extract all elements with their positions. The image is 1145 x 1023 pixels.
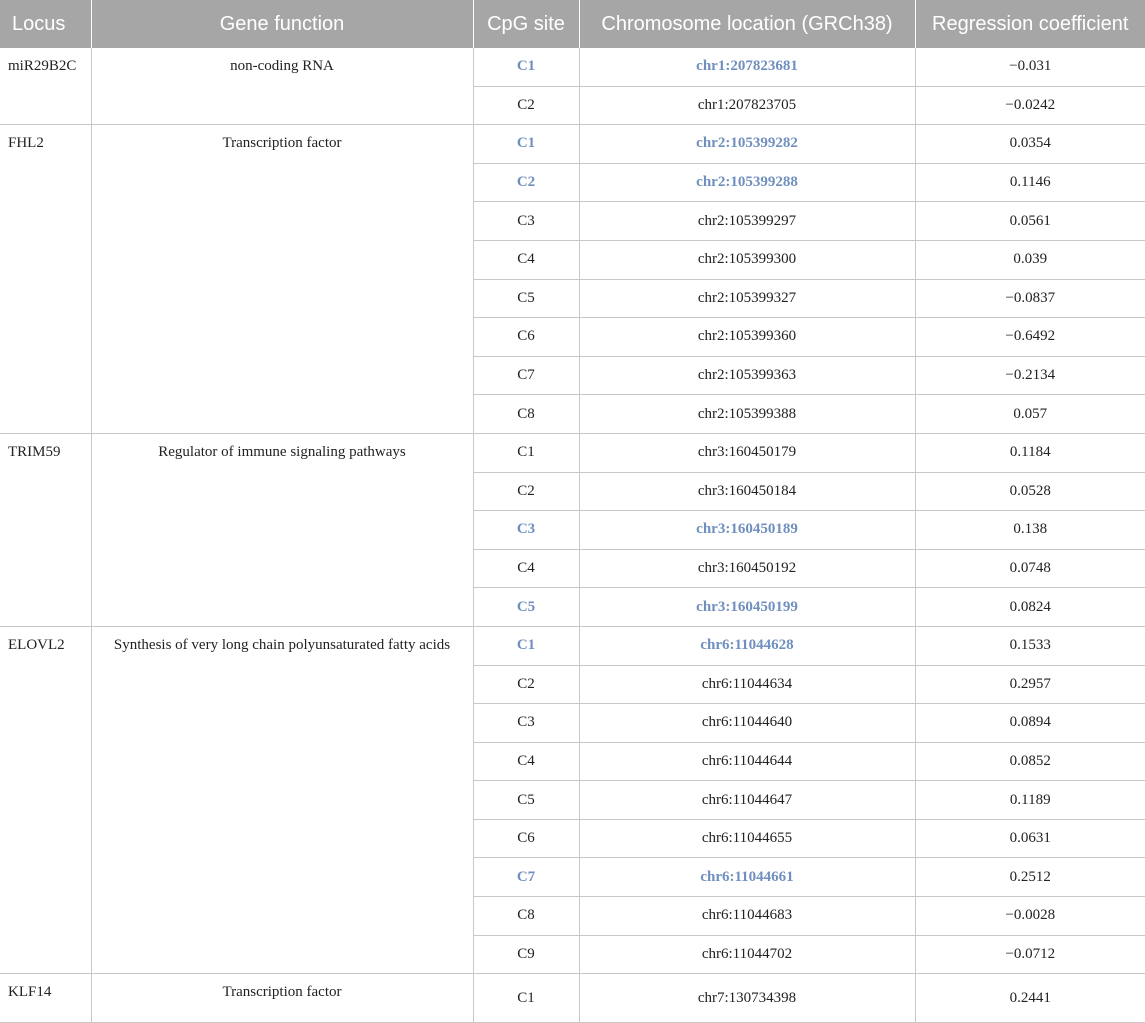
table-row [0, 48, 1145, 86]
table-header [0, 0, 1145, 48]
regression-coefficient-cell: 0.0852 [915, 742, 1145, 781]
chromosome-location-cell: chr7:130734398 [579, 974, 915, 1023]
header-row [0, 0, 1145, 48]
cpg-site-cell: C3 [473, 511, 579, 550]
cpg-site-cell: C1 [473, 48, 579, 86]
chromosome-location-cell: chr2:105399363 [579, 356, 915, 395]
cpg-site-cell: C3 [473, 202, 579, 241]
regression-coefficient-cell: −0.0242 [915, 86, 1145, 125]
cpg-site-cell: C5 [473, 279, 579, 318]
cpg-site-cell: C2 [473, 665, 579, 704]
cpg-site-cell: C7 [473, 858, 579, 897]
regression-coefficient-cell: 0.1189 [915, 781, 1145, 820]
chromosome-location-cell: chr1:207823681 [579, 48, 915, 86]
chromosome-location-cell: chr2:105399297 [579, 202, 915, 241]
gene-function-cell: Synthesis of very long chain polyunsaturated fatty acids [91, 626, 473, 973]
cpg-site-cell: C1 [473, 626, 579, 665]
regression-coefficient-cell: −0.6492 [915, 318, 1145, 357]
cpg-site-cell: C7 [473, 356, 579, 395]
chromosome-location-cell: chr6:11044634 [579, 665, 915, 704]
chromosome-location-cell: chr3:160450189 [579, 511, 915, 550]
chromosome-location-cell: chr6:11044702 [579, 935, 915, 974]
header-gene-function: Gene function [91, 0, 473, 48]
table-row [0, 125, 1145, 164]
table-row [0, 626, 1145, 665]
cpg-site-cell: C2 [473, 163, 579, 202]
regression-coefficient-cell: 0.2512 [915, 858, 1145, 897]
cpg-site-cell: C4 [473, 240, 579, 279]
cpg-site-cell: C1 [473, 974, 579, 1023]
locus-cell: FHL2 [0, 125, 91, 434]
regression-coefficient-cell: −0.0028 [915, 897, 1145, 936]
cpg-site-cell: C2 [473, 472, 579, 511]
chromosome-location-cell: chr6:11044661 [579, 858, 915, 897]
chromosome-location-cell: chr3:160450179 [579, 433, 915, 472]
cpg-site-cell: C6 [473, 819, 579, 858]
gene-function-cell: Transcription factor [91, 974, 473, 1023]
chromosome-location-cell: chr6:11044644 [579, 742, 915, 781]
chromosome-location-cell: chr3:160450184 [579, 472, 915, 511]
cpg-site-cell: C6 [473, 318, 579, 357]
cpg-site-cell: C5 [473, 781, 579, 820]
locus-cell: miR29B2C [0, 48, 91, 125]
regression-coefficient-cell: 0.0748 [915, 549, 1145, 588]
regression-coefficient-cell: 0.057 [915, 395, 1145, 434]
cpg-site-cell: C9 [473, 935, 579, 974]
chromosome-location-cell: chr6:11044683 [579, 897, 915, 936]
chromosome-location-cell: chr6:11044628 [579, 626, 915, 665]
regression-coefficient-cell: 0.138 [915, 511, 1145, 550]
chromosome-location-cell: chr2:105399327 [579, 279, 915, 318]
header-regression-coefficient: Regression coefficient [915, 0, 1145, 48]
cpg-site-cell: C2 [473, 86, 579, 125]
gene-function-cell: non-coding RNA [91, 48, 473, 125]
table-row [0, 433, 1145, 472]
cpg-site-cell: C4 [473, 549, 579, 588]
table-row [0, 974, 1145, 1023]
cpg-site-cell: C8 [473, 395, 579, 434]
regression-coefficient-cell: −0.0712 [915, 935, 1145, 974]
chromosome-location-cell: chr6:11044640 [579, 704, 915, 743]
locus-cell: KLF14 [0, 974, 91, 1023]
regression-coefficient-cell: 0.0354 [915, 125, 1145, 164]
chromosome-location-cell: chr2:105399360 [579, 318, 915, 357]
chromosome-location-cell: chr3:160450192 [579, 549, 915, 588]
chromosome-location-cell: chr2:105399282 [579, 125, 915, 164]
gene-function-cell: Transcription factor [91, 125, 473, 434]
regression-coefficient-cell: 0.0561 [915, 202, 1145, 241]
regression-coefficient-cell: 0.2441 [915, 974, 1145, 1023]
chromosome-location-cell: chr6:11044647 [579, 781, 915, 820]
cpg-site-cell: C8 [473, 897, 579, 936]
chromosome-location-cell: chr6:11044655 [579, 819, 915, 858]
regression-coefficient-cell: 0.1533 [915, 626, 1145, 665]
regression-coefficient-cell: −0.2134 [915, 356, 1145, 395]
regression-coefficient-cell: 0.1146 [915, 163, 1145, 202]
regression-coefficient-cell: 0.2957 [915, 665, 1145, 704]
regression-coefficient-cell: 0.0528 [915, 472, 1145, 511]
regression-coefficient-cell: 0.039 [915, 240, 1145, 279]
gene-function-cell: Regulator of immune signaling pathways [91, 433, 473, 626]
chromosome-location-cell: chr1:207823705 [579, 86, 915, 125]
cpg-site-cell: C1 [473, 125, 579, 164]
locus-cell: ELOVL2 [0, 626, 91, 973]
header-chromosome-location: Chromosome location (GRCh38) [579, 0, 915, 48]
table-body [0, 48, 1145, 1022]
regression-coefficient-cell: −0.0837 [915, 279, 1145, 318]
chromosome-location-cell: chr2:105399300 [579, 240, 915, 279]
regression-coefficient-cell: −0.031 [915, 48, 1145, 86]
regression-coefficient-cell: 0.0824 [915, 588, 1145, 627]
regression-coefficient-cell: 0.1184 [915, 433, 1145, 472]
regression-coefficient-cell: 0.0894 [915, 704, 1145, 743]
cpg-site-cell: C3 [473, 704, 579, 743]
locus-cell: TRIM59 [0, 433, 91, 626]
chromosome-location-cell: chr3:160450199 [579, 588, 915, 627]
chromosome-location-cell: chr2:105399388 [579, 395, 915, 434]
regression-coefficient-cell: 0.0631 [915, 819, 1145, 858]
header-cpg-site: CpG site [473, 0, 579, 48]
cpg-site-cell: C1 [473, 433, 579, 472]
header-locus: Locus [0, 0, 91, 48]
cpg-site-cell: C4 [473, 742, 579, 781]
chromosome-location-cell: chr2:105399288 [579, 163, 915, 202]
cpg-site-cell: C5 [473, 588, 579, 627]
